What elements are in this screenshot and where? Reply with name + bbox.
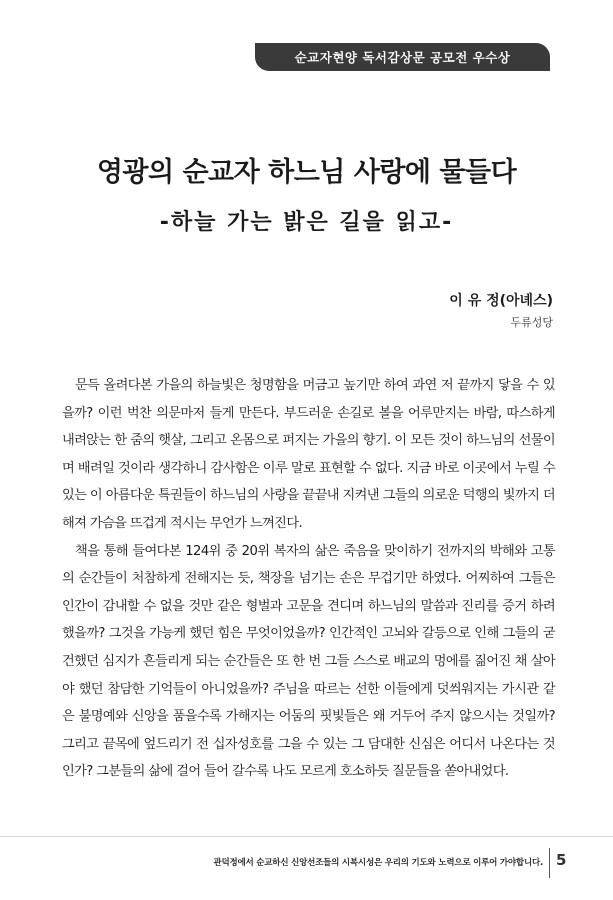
article-title: 영광의 순교자 하느님 사랑에 물들다 xyxy=(96,157,517,188)
body-paragraph: 문득 올려다본 가을의 하늘빛은 청명함을 머금고 높기만 하여 과연 저 끝까지 닿을 수 있을까? 이런 벅찬 의문마저 들게 만든다. 부드러운 손길로 볼을 어루만지는 바람, 따스하게 내려앉는 한 줌의 햇살, 그리고 온몸으로 퍼지는 가을의 향기. 이 모든 것이 하느님의 선물이며 배려일 것이라 생각하니 감사함은 이루 말로 표현할 수 없다. 지금 바로 이곳에서 누릴 수 있는 이 아름다운 특권들이 하느님의 사랑을 끝끝내 지켜낸 그들의 의로운 덕행의 빛까지 더해져 가슴을 뜨겁게 적시는 무언가 느껴진다. xyxy=(62,378,555,531)
body-paragraph: 책을 통해 들여다본 124위 중 20위 복자의 삶은 죽음을 맞이하기 전까지의 박해와 고통의 순간들이 처참하게 전해지는 듯, 책장을 넘기는 손은 무겁기만 하였다. 어찌하여 그들은 인간이 감내할 수 없을 것만 같은 형벌과 고문을 견디며 하느님의 말씀과 진리를 증거 하려 했을까? 그것을 가능케 했던 힘은 무엇이었을까? 인간적인 고뇌와 갈등으로 인해 그들의 굳건했던 심지가 흔들리게 되는 순간들은 또 한 번 그들 스스로 배교의 멍에를 짊어진 채 살아야 했던 참담한 기억들이 아니었을까? 주님을 따르는 선한 이들에게 덧씌워지는 가시관 같은 불명예와 신앙을 품을수록 가해지는 어둠의 핏빛들은 왜 거두어 주지 않으시는 것일까? 그리고 끝목에 엎드리기 전 십자성호를 그을 수 있는 그 담대한 신심은 어디서 나온다는 것인가? 그분들의 삶에 걸어 들어 갈수록 나도 모르게 호소하듯 질문들을 쏟아내었다. xyxy=(62,543,555,780)
footer-separator xyxy=(549,848,550,878)
article-body xyxy=(62,372,555,786)
page-number: 5 xyxy=(556,851,567,869)
section-banner-label: 순교자현양 독서감상문 공모전 우수상 xyxy=(294,50,511,65)
article-subtitle: -하늘 가는 밝은 길을 읽고- xyxy=(159,210,454,235)
footer-divider xyxy=(0,836,613,837)
footer-caption: 관덕정에서 순교하신 신앙선조들의 시복시성은 우리의 기도와 노력으로 이루어 가야합니다. xyxy=(213,858,543,868)
author-parish: 두류성당 xyxy=(510,316,553,329)
section-banner xyxy=(255,43,550,71)
author-name: 이 유 정(아녜스) xyxy=(449,293,553,309)
